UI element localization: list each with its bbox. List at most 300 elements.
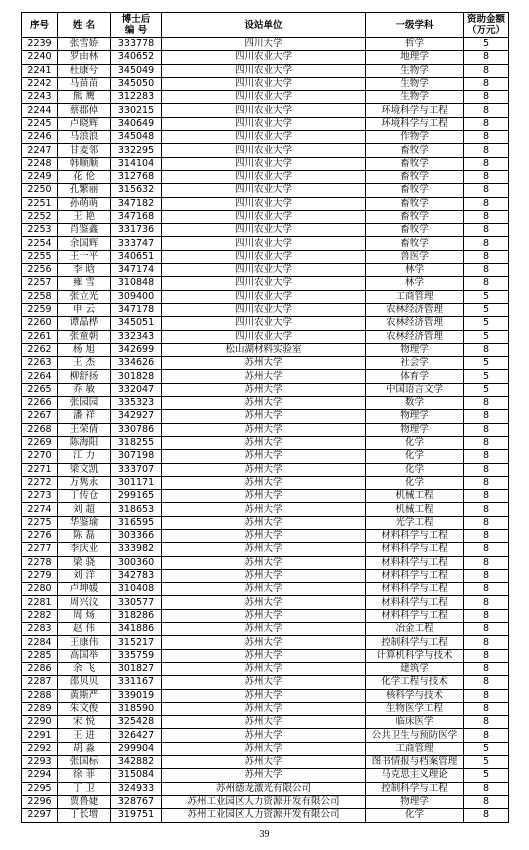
cell-subject: 生物学 — [366, 77, 464, 90]
cell-no: 2263 — [22, 357, 58, 370]
cell-unit: 四川农业大学 — [162, 290, 366, 303]
cell-subject: 图书情报与档案管理 — [366, 756, 464, 769]
cell-subject: 化学 — [366, 476, 464, 489]
cell-no: 2292 — [22, 742, 58, 755]
cell-subject: 材料科学与工程 — [366, 569, 464, 582]
cell-unit: 苏州大学 — [162, 689, 366, 702]
table-row — [22, 197, 509, 210]
cell-amount: 8 — [464, 210, 509, 223]
cell-name: 申 云 — [58, 303, 111, 316]
table-row — [22, 317, 509, 330]
cell-no: 2269 — [22, 436, 58, 449]
cell-no: 2262 — [22, 343, 58, 356]
cell-subject: 畜牧学 — [366, 184, 464, 197]
cell-postdoc-id: 342882 — [111, 756, 162, 769]
cell-name: 张园园 — [58, 397, 111, 410]
cell-postdoc-id: 342699 — [111, 343, 162, 356]
cell-no: 2281 — [22, 596, 58, 609]
cell-amount: 8 — [464, 264, 509, 277]
cell-unit: 苏州大学 — [162, 596, 366, 609]
cell-amount: 8 — [464, 343, 509, 356]
cell-subject: 材料科学与工程 — [366, 583, 464, 596]
cell-subject: 临床医学 — [366, 716, 464, 729]
table-row — [22, 210, 509, 223]
table-row — [22, 436, 509, 449]
cell-postdoc-id: 301828 — [111, 370, 162, 383]
cell-no: 2294 — [22, 769, 58, 782]
cell-postdoc-id: 333778 — [111, 38, 162, 51]
cell-postdoc-id: 316595 — [111, 516, 162, 529]
cell-no: 2267 — [22, 410, 58, 423]
cell-postdoc-id: 333982 — [111, 543, 162, 556]
cell-subject: 控制科学与工程 — [366, 636, 464, 649]
cell-amount: 5 — [464, 370, 509, 383]
cell-no: 2266 — [22, 397, 58, 410]
cell-postdoc-id: 333707 — [111, 463, 162, 476]
table-row — [22, 716, 509, 729]
cell-no: 2253 — [22, 224, 58, 237]
cell-no: 2288 — [22, 689, 58, 702]
cell-no: 2265 — [22, 383, 58, 396]
cell-amount: 8 — [464, 224, 509, 237]
table-row — [22, 357, 509, 370]
cell-name: 梁 骁 — [58, 556, 111, 569]
cell-subject: 林学 — [366, 277, 464, 290]
table-row — [22, 423, 509, 436]
table-row — [22, 689, 509, 702]
cell-unit: 四川农业大学 — [162, 224, 366, 237]
cell-unit: 苏州大学 — [162, 676, 366, 689]
cell-name: 卢晓辉 — [58, 117, 111, 130]
cell-unit: 苏州工业园区人力资源开发有限公司 — [162, 809, 366, 822]
cell-unit: 四川农业大学 — [162, 250, 366, 263]
cell-subject: 体育学 — [366, 370, 464, 383]
table-row — [22, 529, 509, 542]
cell-name: 李庆业 — [58, 543, 111, 556]
cell-subject: 农林经济管理 — [366, 303, 464, 316]
header-amount — [464, 13, 509, 38]
cell-amount: 8 — [464, 490, 509, 503]
table-row — [22, 237, 509, 250]
cell-postdoc-id: 318590 — [111, 702, 162, 715]
table-row — [22, 250, 509, 263]
cell-amount: 8 — [464, 423, 509, 436]
table-row — [22, 476, 509, 489]
cell-no: 2273 — [22, 490, 58, 503]
cell-unit: 苏州大学 — [162, 623, 366, 636]
cell-postdoc-id: 345050 — [111, 77, 162, 90]
cell-subject: 物理学 — [366, 795, 464, 808]
cell-no: 2249 — [22, 170, 58, 183]
cell-name: 张立光 — [58, 290, 111, 303]
cell-name: 华鉴瑜 — [58, 516, 111, 529]
cell-amount: 5 — [464, 357, 509, 370]
cell-unit: 四川农业大学 — [162, 117, 366, 130]
cell-postdoc-id: 331167 — [111, 676, 162, 689]
cell-subject: 环境科学与工程 — [366, 104, 464, 117]
cell-unit: 四川农业大学 — [162, 330, 366, 343]
cell-name: 柳舒扬 — [58, 370, 111, 383]
cell-amount: 8 — [464, 609, 509, 622]
cell-amount: 8 — [464, 583, 509, 596]
header-name: 姓 名 — [58, 13, 111, 38]
cell-subject: 地理学 — [366, 51, 464, 64]
cell-amount: 8 — [464, 676, 509, 689]
table-row — [22, 795, 509, 808]
cell-subject: 计算机科学与技术 — [366, 649, 464, 662]
cell-amount: 8 — [464, 649, 509, 662]
cell-no: 2260 — [22, 317, 58, 330]
cell-no: 2261 — [22, 330, 58, 343]
cell-unit: 苏州大学 — [162, 583, 366, 596]
cell-subject: 畜牧学 — [366, 237, 464, 250]
cell-subject: 工商管理 — [366, 290, 464, 303]
cell-name: 韩顺顺 — [58, 157, 111, 170]
cell-unit: 苏州大学 — [162, 662, 366, 675]
cell-subject: 公共卫生与预防医学 — [366, 729, 464, 742]
table-row — [22, 184, 509, 197]
cell-name: 刘 洋 — [58, 569, 111, 582]
cell-amount: 8 — [464, 397, 509, 410]
cell-unit: 四川农业大学 — [162, 210, 366, 223]
cell-postdoc-id: 325428 — [111, 716, 162, 729]
cell-no: 2246 — [22, 131, 58, 144]
page-number: 39 — [259, 829, 270, 840]
cell-name: 周 炀 — [58, 609, 111, 622]
table-row — [22, 383, 509, 396]
cell-name: 贾鲁婕 — [58, 795, 111, 808]
cell-name: 高国举 — [58, 649, 111, 662]
cell-subject: 机械工程 — [366, 503, 464, 516]
cell-amount: 5 — [464, 769, 509, 782]
cell-name: 丁长增 — [58, 809, 111, 822]
table-row — [22, 662, 509, 675]
cell-name: 徐 菲 — [58, 769, 111, 782]
cell-unit: 四川农业大学 — [162, 317, 366, 330]
cell-amount: 5 — [464, 38, 509, 51]
cell-no: 2239 — [22, 38, 58, 51]
cell-no: 2278 — [22, 556, 58, 569]
cell-no: 2295 — [22, 782, 58, 795]
table-row — [22, 77, 509, 90]
cell-subject: 冶金工程 — [366, 623, 464, 636]
cell-unit: 四川农业大学 — [162, 157, 366, 170]
cell-amount: 8 — [464, 516, 509, 529]
table-row — [22, 370, 509, 383]
cell-name: 胡 淼 — [58, 742, 111, 755]
cell-name: 邵贝贝 — [58, 676, 111, 689]
cell-amount: 8 — [464, 569, 509, 582]
cell-name: 张雪娇 — [58, 38, 111, 51]
cell-subject: 畜牧学 — [366, 210, 464, 223]
cell-amount: 8 — [464, 170, 509, 183]
cell-postdoc-id: 307198 — [111, 450, 162, 463]
table-row — [22, 290, 509, 303]
table-row — [22, 170, 509, 183]
cell-name: 朱文俊 — [58, 702, 111, 715]
cell-amount: 8 — [464, 702, 509, 715]
cell-unit: 四川农业大学 — [162, 184, 366, 197]
cell-postdoc-id: 314104 — [111, 157, 162, 170]
cell-postdoc-id: 340649 — [111, 117, 162, 130]
cell-unit: 苏州大学 — [162, 490, 366, 503]
cell-unit: 苏州工业园区人力资源开发有限公司 — [162, 795, 366, 808]
table-row — [22, 397, 509, 410]
cell-postdoc-id: 342783 — [111, 569, 162, 582]
cell-no: 2259 — [22, 303, 58, 316]
cell-no: 2247 — [22, 144, 58, 157]
cell-subject: 材料科学与工程 — [366, 529, 464, 542]
cell-unit: 四川农业大学 — [162, 170, 366, 183]
cell-no: 2274 — [22, 503, 58, 516]
cell-unit: 苏州大学 — [162, 649, 366, 662]
cell-no: 2272 — [22, 476, 58, 489]
cell-name: 乔 敏 — [58, 383, 111, 396]
header-unit: 设站单位 — [162, 13, 366, 38]
table-row — [22, 583, 509, 596]
cell-postdoc-id: 333747 — [111, 237, 162, 250]
cell-postdoc-id: 299904 — [111, 742, 162, 755]
cell-amount: 8 — [464, 782, 509, 795]
cell-amount: 8 — [464, 250, 509, 263]
cell-no: 2256 — [22, 264, 58, 277]
cell-unit: 苏州大学 — [162, 370, 366, 383]
table-row — [22, 450, 509, 463]
cell-unit: 四川农业大学 — [162, 104, 366, 117]
cell-no: 2240 — [22, 51, 58, 64]
cell-postdoc-id: 334626 — [111, 357, 162, 370]
table-row — [22, 343, 509, 356]
cell-unit: 四川农业大学 — [162, 91, 366, 104]
cell-amount: 8 — [464, 623, 509, 636]
table-row — [22, 144, 509, 157]
cell-unit: 苏州大学 — [162, 636, 366, 649]
table-row — [22, 702, 509, 715]
cell-name: 万隽永 — [58, 476, 111, 489]
cell-amount: 8 — [464, 556, 509, 569]
cell-name: 马苗苗 — [58, 77, 111, 90]
cell-subject: 化学 — [366, 809, 464, 822]
cell-postdoc-id: 347168 — [111, 210, 162, 223]
cell-postdoc-id: 340652 — [111, 51, 162, 64]
table-row — [22, 782, 509, 795]
cell-unit: 苏州大学 — [162, 543, 366, 556]
table-row — [22, 809, 509, 822]
cell-amount: 8 — [464, 51, 509, 64]
header-amount-line2: （万元） — [466, 25, 505, 36]
table-row — [22, 503, 509, 516]
cell-amount: 8 — [464, 716, 509, 729]
cell-amount: 8 — [464, 476, 509, 489]
cell-postdoc-id: 300360 — [111, 556, 162, 569]
cell-unit: 四川农业大学 — [162, 131, 366, 144]
cell-amount: 5 — [464, 290, 509, 303]
cell-no: 2254 — [22, 237, 58, 250]
cell-name: 丁 卫 — [58, 782, 111, 795]
cell-unit: 苏州大学 — [162, 769, 366, 782]
cell-subject: 化学 — [366, 450, 464, 463]
cell-postdoc-id: 315084 — [111, 769, 162, 782]
cell-postdoc-id: 332343 — [111, 330, 162, 343]
cell-name: 王康伟 — [58, 636, 111, 649]
header-postdoc-id-line2: 编 号 — [124, 25, 148, 36]
table-row — [22, 769, 509, 782]
cell-postdoc-id: 347182 — [111, 197, 162, 210]
cell-subject: 社会学 — [366, 357, 464, 370]
cell-subject: 材料科学与工程 — [366, 609, 464, 622]
cell-unit: 四川农业大学 — [162, 51, 366, 64]
cell-no: 2270 — [22, 450, 58, 463]
cell-unit: 松山湖材料实验室 — [162, 343, 366, 356]
table-row — [22, 131, 509, 144]
cell-no: 2290 — [22, 716, 58, 729]
cell-name: 花 伦 — [58, 170, 111, 183]
cell-amount: 8 — [464, 450, 509, 463]
table-row — [22, 330, 509, 343]
cell-no: 2242 — [22, 77, 58, 90]
table-row — [22, 64, 509, 77]
cell-postdoc-id: 301171 — [111, 476, 162, 489]
cell-no: 2245 — [22, 117, 58, 130]
cell-subject: 建筑学 — [366, 662, 464, 675]
cell-subject: 物理学 — [366, 423, 464, 436]
cell-postdoc-id: 309400 — [111, 290, 162, 303]
cell-unit: 四川大学 — [162, 38, 366, 51]
cell-subject: 农林经济管理 — [366, 330, 464, 343]
cell-amount: 8 — [464, 809, 509, 822]
table-row — [22, 636, 509, 649]
cell-subject: 核科学与技术 — [366, 689, 464, 702]
cell-subject: 生物学 — [366, 64, 464, 77]
table-row — [22, 756, 509, 769]
cell-subject: 中国语言文学 — [366, 383, 464, 396]
table-row — [22, 742, 509, 755]
cell-no: 2280 — [22, 583, 58, 596]
cell-no: 2284 — [22, 636, 58, 649]
cell-unit: 苏州大学 — [162, 450, 366, 463]
cell-subject: 畜牧学 — [366, 157, 464, 170]
header-postdoc-id — [111, 13, 162, 38]
cell-amount: 8 — [464, 64, 509, 77]
cell-unit: 苏州大学 — [162, 476, 366, 489]
cell-amount: 8 — [464, 184, 509, 197]
table-row — [22, 729, 509, 742]
header-postdoc-id-line1: 博士后 — [121, 14, 151, 25]
table-row — [22, 104, 509, 117]
cell-subject: 控制科学与工程 — [366, 782, 464, 795]
cell-postdoc-id: 332295 — [111, 144, 162, 157]
cell-no: 2277 — [22, 543, 58, 556]
cell-amount: 5 — [464, 317, 509, 330]
cell-subject: 作物学 — [366, 131, 464, 144]
cell-postdoc-id: 324933 — [111, 782, 162, 795]
cell-amount: 8 — [464, 662, 509, 675]
cell-unit: 苏州大学 — [162, 383, 366, 396]
cell-name: 江 力 — [58, 450, 111, 463]
cell-name: 丁传仓 — [58, 490, 111, 503]
cell-postdoc-id: 315632 — [111, 184, 162, 197]
cell-name: 肖鉴鑫 — [58, 224, 111, 237]
cell-unit: 苏州大学 — [162, 609, 366, 622]
cell-no: 2276 — [22, 529, 58, 542]
cell-amount: 8 — [464, 131, 509, 144]
table-row — [22, 91, 509, 104]
cell-postdoc-id: 310848 — [111, 277, 162, 290]
cell-subject: 物理学 — [366, 410, 464, 423]
cell-no: 2291 — [22, 729, 58, 742]
table-row — [22, 649, 509, 662]
cell-name: 王一平 — [58, 250, 111, 263]
cell-name: 卢坤媛 — [58, 583, 111, 596]
cell-name: 张国标 — [58, 756, 111, 769]
cell-amount: 8 — [464, 117, 509, 130]
cell-unit: 四川农业大学 — [162, 264, 366, 277]
cell-subject: 生物医学工程 — [366, 702, 464, 715]
cell-name: 王荣倩 — [58, 423, 111, 436]
cell-amount: 8 — [464, 463, 509, 476]
cell-amount: 8 — [464, 729, 509, 742]
cell-unit: 苏州大学 — [162, 716, 366, 729]
cell-postdoc-id: 310408 — [111, 583, 162, 596]
cell-subject: 畜牧学 — [366, 224, 464, 237]
cell-no: 2243 — [22, 91, 58, 104]
cell-name: 孔繁丽 — [58, 184, 111, 197]
table-row — [22, 596, 509, 609]
cell-unit: 苏州德龙激光有限公司 — [162, 782, 366, 795]
cell-subject: 林学 — [366, 264, 464, 277]
cell-name: 王 艳 — [58, 210, 111, 223]
cell-postdoc-id: 299165 — [111, 490, 162, 503]
cell-no: 2297 — [22, 809, 58, 822]
cell-subject: 畜牧学 — [366, 197, 464, 210]
cell-subject: 农林经济管理 — [366, 317, 464, 330]
table-row — [22, 569, 509, 582]
cell-no: 2252 — [22, 210, 58, 223]
cell-postdoc-id: 319751 — [111, 809, 162, 822]
cell-postdoc-id: 347178 — [111, 303, 162, 316]
table-row — [22, 264, 509, 277]
cell-postdoc-id: 318286 — [111, 609, 162, 622]
cell-name: 周兴汶 — [58, 596, 111, 609]
cell-amount: 8 — [464, 636, 509, 649]
cell-name: 王 杰 — [58, 357, 111, 370]
cell-subject: 材料科学与工程 — [366, 596, 464, 609]
cell-amount: 8 — [464, 596, 509, 609]
cell-amount: 8 — [464, 277, 509, 290]
cell-subject: 兽医学 — [366, 250, 464, 263]
cell-no: 2258 — [22, 290, 58, 303]
cell-name: 陈 磊 — [58, 529, 111, 542]
cell-no: 2271 — [22, 463, 58, 476]
cell-name: 陈海阳 — [58, 436, 111, 449]
cell-unit: 苏州大学 — [162, 423, 366, 436]
cell-no: 2251 — [22, 197, 58, 210]
table-row — [22, 157, 509, 170]
table-row — [22, 490, 509, 503]
cell-postdoc-id: 347174 — [111, 264, 162, 277]
cell-unit: 苏州大学 — [162, 756, 366, 769]
cell-unit: 苏州大学 — [162, 357, 366, 370]
cell-unit: 苏州大学 — [162, 556, 366, 569]
cell-subject: 机械工程 — [366, 490, 464, 503]
cell-unit: 四川农业大学 — [162, 197, 366, 210]
cell-postdoc-id: 345048 — [111, 131, 162, 144]
cell-postdoc-id: 345049 — [111, 64, 162, 77]
cell-name: 熊 鹰 — [58, 91, 111, 104]
cell-subject: 材料科学与工程 — [366, 556, 464, 569]
cell-amount: 5 — [464, 756, 509, 769]
cell-postdoc-id: 330786 — [111, 423, 162, 436]
